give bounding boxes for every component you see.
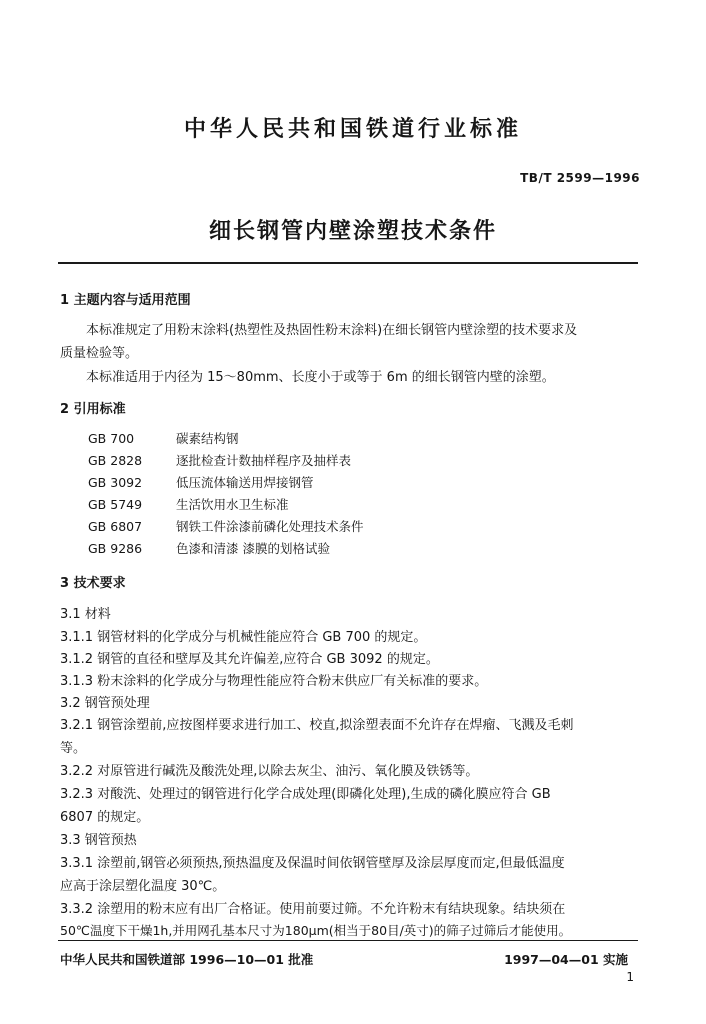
- reference-code: GB 3092: [88, 475, 143, 490]
- reference-name: 生活饮用水卫生标准: [176, 497, 289, 512]
- effective-date-note: 1997—04—01 实施: [504, 952, 628, 967]
- footer-divider: [58, 940, 638, 941]
- reference-row: [88, 451, 351, 469]
- clause-3-3: 3.3 钢管预热: [60, 833, 137, 848]
- reference-name: 色漆和清漆 漆膜的划格试验: [176, 541, 330, 556]
- clause-3-3-1-cont: 应高于涂层塑化温度 30℃。: [60, 879, 226, 894]
- reference-name: 钢铁工件涂漆前磷化处理技术条件: [176, 519, 364, 534]
- reference-name: 逐批检查计数抽样程序及抽样表: [176, 453, 352, 468]
- page-number: 1: [626, 970, 634, 984]
- clause-3-2-1: 3.2.1 钢管涂塑前,应按图样要求进行加工、校直,拟涂塑表面不允许存在焊瘤、飞溅及毛刺: [60, 718, 574, 733]
- section-3-heading: 3 技术要求: [60, 576, 126, 591]
- reference-row: [88, 473, 314, 491]
- reference-row: [88, 539, 330, 557]
- clause-3-3-1: 3.3.1 涂塑前,钢管必须预热,预热温度及保温时间依钢管壁厚及涂层厚度而定,但最低温度: [60, 856, 565, 871]
- reference-code: GB 700: [88, 431, 135, 446]
- reference-code: GB 2828: [88, 453, 143, 468]
- clause-3-2-2: 3.2.2 对原管进行碱洗及酸洗处理,以除去灰尘、油污、氧化膜及铁锈等。: [60, 764, 479, 779]
- document-title: 细长钢管内壁涂塑技术条件: [208, 219, 497, 244]
- section-1-para-1-cont: 质量检验等。: [60, 346, 139, 361]
- reference-row: [88, 429, 239, 447]
- clause-3-1: 3.1 材料: [60, 607, 111, 622]
- reference-row: [88, 517, 364, 535]
- clause-3-3-2: 3.3.2 涂塑用的粉末应有出厂合格证。使用前要过筛。不允许粉末有结块现象。结块须在: [60, 902, 566, 917]
- reference-name: 低压流体输送用焊接钢管: [176, 475, 314, 490]
- clause-3-2-1-cont: 等。: [60, 741, 87, 756]
- section-1-para-1: 本标准规定了用粉末涂料(热塑性及热固性粉末涂料)在细长钢管内壁涂塑的技术要求及: [86, 323, 578, 338]
- reference-code: GB 9286: [88, 541, 143, 556]
- title-divider: [58, 262, 638, 264]
- reference-row: [88, 495, 289, 513]
- reference-code: GB 5749: [88, 497, 143, 512]
- clause-3-3-2-cont: 50℃温度下干燥1h,并用网孔基本尺寸为180μm(相当于80目/英寸)的筛子过筛后才能使用。: [60, 923, 572, 938]
- section-1-heading: 1 主题内容与适用范围: [60, 293, 191, 308]
- reference-code: GB 6807: [88, 519, 143, 534]
- standard-code: TB/T 2599—1996: [520, 171, 640, 185]
- clause-3-1-2: 3.1.2 钢管的直径和壁厚及其允许偏差,应符合 GB 3092 的规定。: [60, 652, 439, 667]
- clause-3-1-3: 3.1.3 粉末涂料的化学成分与物理性能应符合粉末供应厂有关标准的要求。: [60, 674, 488, 689]
- clause-3-2-3-cont: 6807 的规定。: [60, 810, 150, 825]
- section-1-para-2: 本标准适用于内径为 15～80mm、长度小于或等于 6m 的细长钢管内壁的涂塑。: [86, 370, 555, 385]
- reference-name: 碳素结构钢: [176, 431, 239, 446]
- clause-3-2-3: 3.2.3 对酸洗、处理过的钢管进行化学合成处理(即磷化处理),生成的磷化膜应符合 GB: [60, 787, 551, 802]
- clause-3-2: 3.2 钢管预处理: [60, 696, 150, 711]
- approval-note: 中华人民共和国铁道部 1996—10—01 批准: [60, 952, 314, 967]
- clause-3-1-1: 3.1.1 钢管材料的化学成分与机械性能应符合 GB 700 的规定。: [60, 630, 427, 645]
- section-2-heading: 2 引用标准: [60, 402, 126, 417]
- issuing-authority-title: 中华人民共和国铁道行业标准: [183, 117, 522, 142]
